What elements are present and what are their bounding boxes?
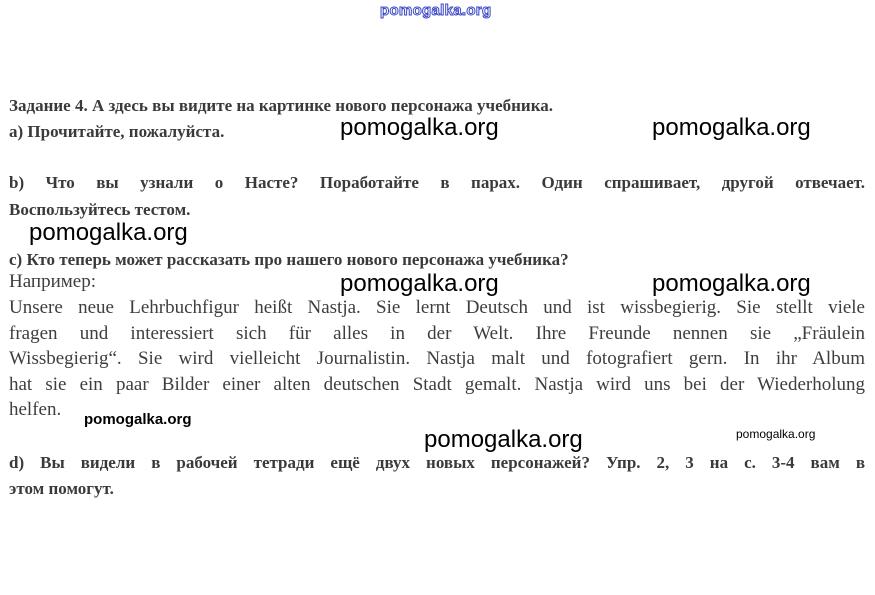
task-part-d-line1: d) Вы видели в рабочей тетради ещё двух новых персонажей? Упр. 2, 3 на с. 3-4 вам в [9,453,865,472]
watermark-2: pomogalka.org [652,114,811,141]
german-text-line-4: hat sie ein paar Bilder einer alten deutschen Stadt gemalt. Nastja wird uns bei der Wiederholung [9,374,865,395]
watermark-8: pomogalka.org [736,427,816,441]
watermark-6: pomogalka.org [84,411,192,428]
german-text-line-1: Unsere neue Lehrbuchfigur heißt Nastja. Sie lernt Deutsch und ist wissbegierig. Sie stellt viele [9,297,865,318]
task-part-b-line1: b) Что вы узнали о Насте? Поработайте в парах. Один спрашивает, другой отвечает. [9,173,865,192]
watermark-1: pomogalka.org [340,114,499,141]
watermark-7: pomogalka.org [424,426,583,453]
task-part-c: c) Кто теперь может рассказать про нашего нового персонажа учебника? [9,250,569,269]
task-part-a: а) Прочитайте, пожалуйста. [9,122,225,141]
example-label: Например: [9,271,96,292]
german-text-line-3: Wissbegierig“. Sie wird vielleicht Journalistin. Nastja malt und fotografiert gern. In ihr Album [9,348,865,369]
german-text-line-5: helfen. [9,399,62,420]
task-title: Задание 4. А здесь вы видите на картинке нового персонажа учебника. [9,96,553,115]
watermark-4: pomogalka.org [340,270,499,297]
watermark-3: pomogalka.org [29,219,188,246]
task-part-d-line2: этом помогут. [9,479,114,498]
watermark-5: pomogalka.org [652,270,811,297]
top-watermark: pomogalka.org [380,2,492,19]
german-text-line-2: fragen und interessiert sich für alles in der Welt. Ihre Freunde nennen sie „Fräulein [9,323,865,344]
task-part-b-line2: Воспользуйтесь тестом. [9,200,191,219]
